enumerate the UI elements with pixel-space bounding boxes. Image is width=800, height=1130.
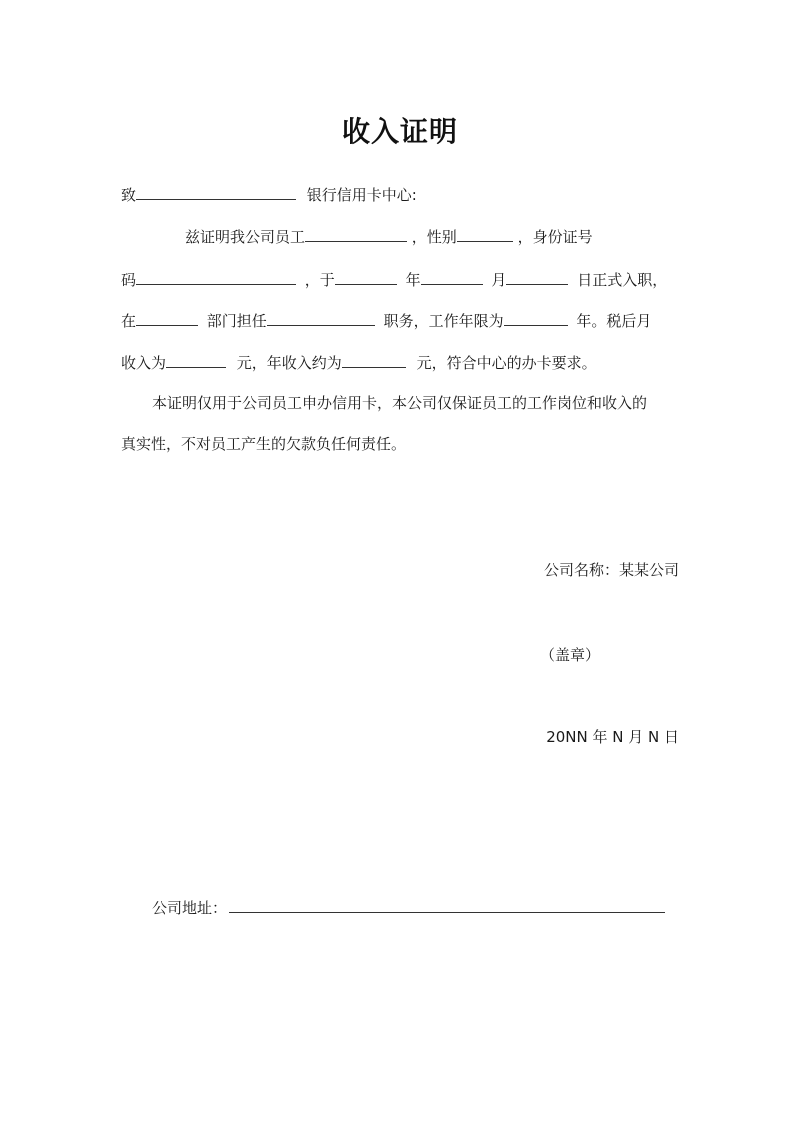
body-text: 日正式入职， (577, 271, 668, 289)
salutation-prefix: 致 (121, 186, 137, 204)
body-text: 元，符合中心的办卡要求。 (416, 354, 597, 372)
company-name: 公司名称：某某公司 (543, 561, 679, 579)
body-text: ，身份证号 (517, 228, 593, 246)
disclaimer-line-2: 真实性，不对员工产生的欠款负任何责任。 (121, 435, 407, 453)
body-text: 年。税后月 (576, 312, 652, 330)
body-line-4 (121, 351, 597, 373)
year-blank[interactable] (335, 268, 397, 285)
document-title: 收入证明 (341, 115, 458, 148)
salutation-line (121, 183, 417, 205)
salutation-suffix: 银行信用卡中心: (306, 186, 417, 204)
body-text: 兹证明我公司员工 (185, 228, 306, 246)
body-line-1 (185, 225, 593, 247)
disclaimer-line-1: 本证明仅用于公司员工申办信用卡，本公司仅保证员工的工作岗位和收入的 (152, 394, 648, 412)
address-blank[interactable] (229, 896, 665, 913)
body-text: 码 (121, 271, 137, 289)
seal-label: （盖章） (540, 646, 601, 664)
annual-income-blank[interactable] (342, 351, 406, 368)
body-text: ，于 (304, 271, 335, 289)
body-text: 月 (491, 271, 507, 289)
work-years-blank[interactable] (504, 309, 568, 326)
body-text: 年 (405, 271, 421, 289)
body-text: 职务，工作年限为 (383, 312, 504, 330)
issue-date: 20NN 年 N 月 N 日 (546, 728, 679, 746)
body-line-2 (121, 268, 667, 290)
body-text: 元，年收入约为 (236, 354, 342, 372)
monthly-income-blank[interactable] (166, 351, 226, 368)
body-text: 部门担任 (206, 312, 267, 330)
body-text: 在 (121, 312, 137, 330)
gender-blank[interactable] (457, 225, 513, 242)
body-line-3 (121, 309, 651, 331)
employee-name-blank[interactable] (305, 225, 407, 242)
id-number-blank[interactable] (136, 268, 296, 285)
body-text: 收入为 (121, 354, 167, 372)
day-blank[interactable] (506, 268, 568, 285)
department-blank[interactable] (136, 309, 198, 326)
address-line (152, 896, 665, 918)
month-blank[interactable] (421, 268, 483, 285)
bank-name-blank[interactable] (136, 183, 296, 200)
body-text: ，性别 (411, 228, 457, 246)
position-blank[interactable] (267, 309, 375, 326)
address-label: 公司地址： (152, 899, 228, 917)
